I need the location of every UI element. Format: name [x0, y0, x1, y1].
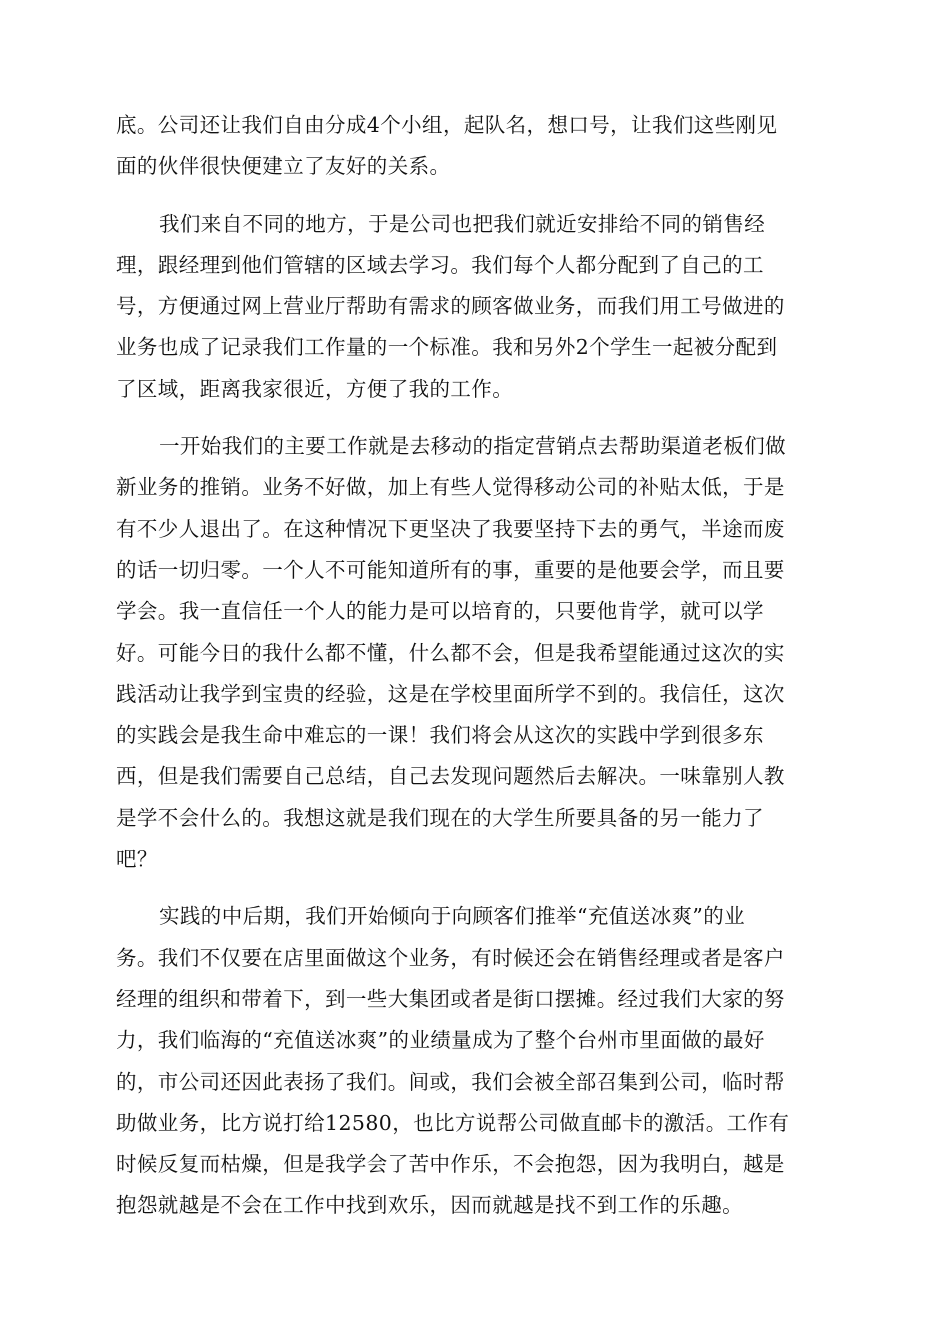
text-line: 助做业务，比方说打给12580，也比方说帮公司做直邮卡的激活。工作有 — [116, 1110, 790, 1135]
text-line: 经理的组织和带着下，到一些大集团或者是街口摆摊。经过我们大家的努 — [116, 986, 785, 1011]
text-line: 的实践会是我生命中难忘的一课！我们将会从这次的实践中学到很多东 — [116, 723, 764, 748]
text-line: 面的伙伴很快便建立了友好的关系。 — [116, 154, 451, 179]
text-line: 新业务的推销。业务不好做，加上有些人觉得移动公司的补贴太低，于是 — [116, 475, 785, 500]
text-line: 力，我们临海的“充值送冰爽”的业绩量成为了整个台州市里面做的最好 — [116, 1028, 765, 1053]
text-line: 践活动让我学到宝贵的经验，这是在学校里面所学不到的。我信任，这次 — [116, 681, 785, 706]
text-line: 理，跟经理到他们管辖的区域去学习。我们每个人都分配到了自己的工 — [116, 252, 764, 277]
text-line: 有不少人退出了。在这种情况下更坚决了我要坚持下去的勇气，半途而废 — [116, 516, 785, 541]
text-line: 学会。我一直信任一个人的能力是可以培育的，只要他肯学，就可以学 — [116, 599, 764, 624]
paragraph-3 — [116, 426, 836, 880]
text-line: 务。我们不仅要在店里面做这个业务，有时候还会在销售经理或者是客户 — [116, 945, 785, 970]
text-line: 是学不会什么的。我想这就是我们现在的大学生所要具备的另一能力了 — [116, 805, 764, 830]
text-line: 号，方便通过网上营业厅帮助有需求的顾客做业务，而我们用工号做进的 — [116, 294, 785, 319]
text-line: 底。公司还让我们自由分成4个小组，起队名，想口号，让我们这些刚见 — [116, 113, 778, 137]
text-line: 西，但是我们需要自己总结，自己去发现问题然后去解决。一味靠别人教 — [116, 764, 785, 789]
paragraph-4 — [116, 896, 836, 1226]
text-line: 一开始我们的主要工作就是去移动的指定营销点去帮助渠道老板们做 — [159, 434, 786, 459]
text-line: 好。可能今日的我什么都不懂，什么都不会，但是我希望能通过这次的实 — [116, 640, 785, 665]
text-line: 业务也成了记录我们工作量的一个标准。我和另外2个学生一起被分配到 — [116, 335, 778, 360]
text-line: 了区域，距离我家很近，方便了我的工作。 — [116, 376, 514, 401]
text-line: 时候反复而枯燥，但是我学会了苦中作乐，不会抱怨，因为我明白，越是 — [116, 1152, 785, 1177]
text-line: 的话一切归零。一个人不可能知道所有的事，重要的是他要会学，而且要 — [116, 557, 785, 582]
text-line: 实践的中后期，我们开始倾向于向顾客们推举“充值送冰爽”的业 — [159, 904, 746, 929]
text-line: 吧？ — [116, 847, 158, 872]
text-line: 我们来自不同的地方，于是公司也把我们就近安排给不同的销售经 — [159, 211, 766, 236]
text-line: 抱怨就越是不会在工作中找到欢乐，因而就越是找不到工作的乐趣。 — [116, 1193, 743, 1218]
paragraph-2 — [116, 204, 836, 410]
document-body — [116, 105, 836, 1243]
paragraph-1 — [116, 105, 836, 188]
text-line: 的，市公司还因此表扬了我们。间或，我们会被全部召集到公司，临时帮 — [116, 1069, 785, 1094]
